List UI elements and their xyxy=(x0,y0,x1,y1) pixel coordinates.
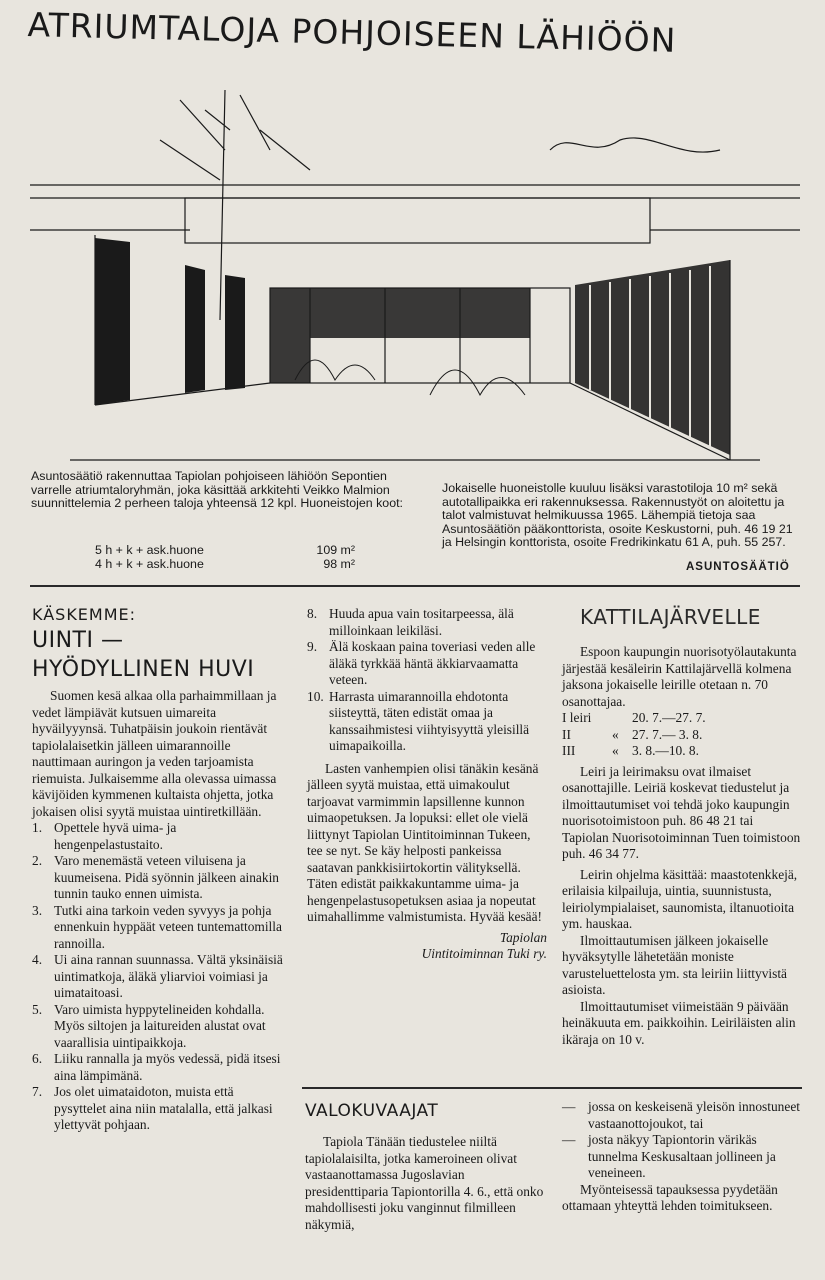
size-label: 5 h + k + ask.huone xyxy=(95,543,204,557)
size-row xyxy=(95,557,355,571)
kattila-p4: Ilmoittautumisen jälkeen jokaiselle hyväksytylle lähetetään moniste varusteluettelosta ym. sta leiriin liittyvistä asioista. xyxy=(562,932,787,997)
valokuvaajat-body xyxy=(305,1134,545,1233)
swim-lead: Suomen kesä alkaa olla parhaimmillaan ja vedet lämpiävät kutsuen uimareita hyväilyyynsä. Tuhatpäisin joukoin rientävät tapiolalaisetkin jälleen uimarannoille nauttimaan auringon ja veden tarjoamista riemuista. Julkaisemme alla olevassa uimassa kävijöiden kymmenen kultaista ohjetta, jotka jokaisen olisi syytä muistaa uintiretkillään. xyxy=(32,688,277,819)
credit-line2: Uintitoiminnan Tuki ry. xyxy=(421,946,547,961)
headline: ATRIUMTALOJA POHJOISEEN LÄHIÖÖN xyxy=(27,5,677,60)
size-area: 109 m² xyxy=(316,543,355,557)
swim-column-1 xyxy=(32,688,287,1134)
list-item: 5. Varo uimista hyppytelineiden kohdalla. Myös siltojen ja laitureiden alustat ovat vaarallisia uintipaikkoja. xyxy=(32,1001,266,1050)
valokuvaajat-p1: Tapiola Tänään tiedustelee niiltä tapiolalaisilta, jotka kameroineen olivat vastaanottamassa Jugoslavian presidenttiparia Tapiontorilla 4. 6., että onko mahdollisesti joku vanginnut filmilleen näkymiä, xyxy=(305,1134,544,1232)
size-area: 98 m² xyxy=(323,557,355,571)
list-item: 8. Huuda apua vain tositarpeessa, älä milloinkaan leikiläsi. xyxy=(307,606,514,638)
list-item: 9. Älä koskaan paina toveriasi veden alle äläkä tyrkkää häntä äkkiarvaamatta veteen. xyxy=(307,639,536,687)
signature: ASUNTOSÄÄTIÖ xyxy=(686,561,790,573)
swim-title xyxy=(32,626,254,684)
kattila-p2: Leiri ja leirimaksu ovat ilmaiset osanottajille. Leiriä koskevat tiedustelut ja ilmoittautumiset voi tehdä joko kaupungin nuorisotoimistoon puh. 86 48 21 tai Tapiolan Nuorisotoiminnan Tuen toimistoon puh. 46 34 77. xyxy=(562,763,801,861)
size-row xyxy=(95,543,355,557)
swim-column-2 xyxy=(307,606,547,963)
size-label: 4 h + k + ask.huone xyxy=(95,557,204,571)
kattila-p3: Leirin ohjelma käsittää: maastotenkkejä, erilaisia kilpailuja, uintia, suunnistusta, leiriolympialaiset, saunomista, iltanuotioita ym. hauskaa. xyxy=(562,866,798,931)
list-item: 6. Liiku rannalla ja myös vedessä, pidä itsesi aina lämpimänä. xyxy=(32,1051,281,1083)
divider xyxy=(30,585,800,587)
credit-line1: Tapiolan xyxy=(499,929,547,945)
swim-kicker: KÄSKEMME: xyxy=(32,605,137,624)
kattila-title: KATTILAJÄRVELLE xyxy=(580,605,761,629)
apartment-sizes xyxy=(95,543,355,571)
intro-right: Jokaiselle huoneistolle kuuluu lisäksi varastotiloja 10 m² sekä autotallipaikka eri rakennuksessa. Rakennustyöt on aloitettu ja talot valmistuvat helmikuussa 1965. Lähempiä tietoja saa Asuntosäätiön pääkonttorista, osoite Keskustorni, puh. 46 19 21 ja Helsingin konttorista, osoite Fredrikinkatu 61 A, puh. 55 257. xyxy=(442,481,793,549)
intro-left: Asuntosäätiö rakennuttaa Tapiolan pohjoiseen lähiöön Sepontien varrelle atriumtaloryhmän, joka käsittää arkkitehti Veikko Malmion suunnittelemia 2 perheen taloja yhteensä 12 kpl. Huoneistojen koot: xyxy=(31,469,403,510)
list-item: — josta näkyy Tapiontorin värikäs tunnelma Keskusaltaan jollineen ja veneineen. xyxy=(562,1132,776,1180)
camp-row: I leiri 20. 7.—27. 7. xyxy=(562,710,706,725)
swim-closing: Lasten vanhempien olisi tänäkin kesänä jälleen syytä muistaa, että uimakoulut tarjoavat varmimmin lapsillenne kunnon uimaopetuksen. Ja lopuksi: ellet ole vielä liittynyt Tapiolan Uintitoiminnan Tukeen, tee se nyt. Se käy helposti pankeissa saatavan pankkisiirtokortin välityksellä. Täten edistät paikkakuntamme uima- ja hengenpelastusopetuksen asiaa ja nopeutat uimahallimme valmistumista. Hyvää kesää! xyxy=(307,760,543,924)
list-item: 7. Jos olet uimataidoton, muista että pysyttelet aina niin matalalla, että jalkasi ylettyvät pohjaan. xyxy=(32,1084,273,1132)
valokuvaajat-p2: Myönteisessä tapauksessa pyydetään ottamaan yhteyttä lehden toimitukseen. xyxy=(562,1181,778,1213)
camp-row: II « 27. 7.— 3. 8. xyxy=(562,726,703,742)
swim-title-line1: UINTI — xyxy=(32,628,124,653)
kattila-p1: Espoon kaupungin nuorisotyölautakunta järjestää kesäleirin Kattilajärvellä kolmena jaksona jokaiselle leirille otetaan n. 70 osanottajaa. xyxy=(562,644,797,709)
kattila-column xyxy=(562,644,802,1048)
list-item: 10. Harrasta uimarannoilla ehdotonta siisteyttä, täten edistät omaa ja kanssaihmistesi viihtyisyyttä yleisillä uimapaikoilla. xyxy=(307,688,530,753)
valokuvaajat-title: VALOKUVAAJAT xyxy=(305,1101,439,1121)
kattila-p5: Ilmoittautumiset viimeistään 9 päivään heinäkuuta em. paikkoihin. Leiriläisten alin ikäraja on 10 v. xyxy=(562,998,796,1047)
camp-row: III « 3. 8.—10. 8. xyxy=(562,743,699,758)
valokuvaajat-continued xyxy=(562,1099,802,1215)
atrium-drawing xyxy=(30,70,800,465)
swim-title-line2: HYÖDYLLINEN HUVI xyxy=(32,657,255,682)
list-item: — jossa on keskeisenä yleisön innostuneet vastaanottojoukot, tai xyxy=(562,1099,800,1131)
list-item: 2. Varo menemästä veteen viluisena ja kuumeisena. Pidä syönnin jälkeen ainakin tunnin tauko ennen uimista. xyxy=(32,853,279,901)
list-item: 4. Ui aina rannan suunnassa. Vältä yksinäisiä uintimatkoja, äläkä yliarvioi voimiasi ja uimataitoasi. xyxy=(32,952,283,1000)
divider xyxy=(302,1087,802,1089)
list-item: 1. Opettele hyvä uima- ja hengenpelastustaito. xyxy=(32,820,177,852)
list-item: 3. Tutki aina tarkoin veden syvyys ja pohja ennenkuin hyppäät veteen tuntemattomilla rannoilla. xyxy=(32,902,282,951)
